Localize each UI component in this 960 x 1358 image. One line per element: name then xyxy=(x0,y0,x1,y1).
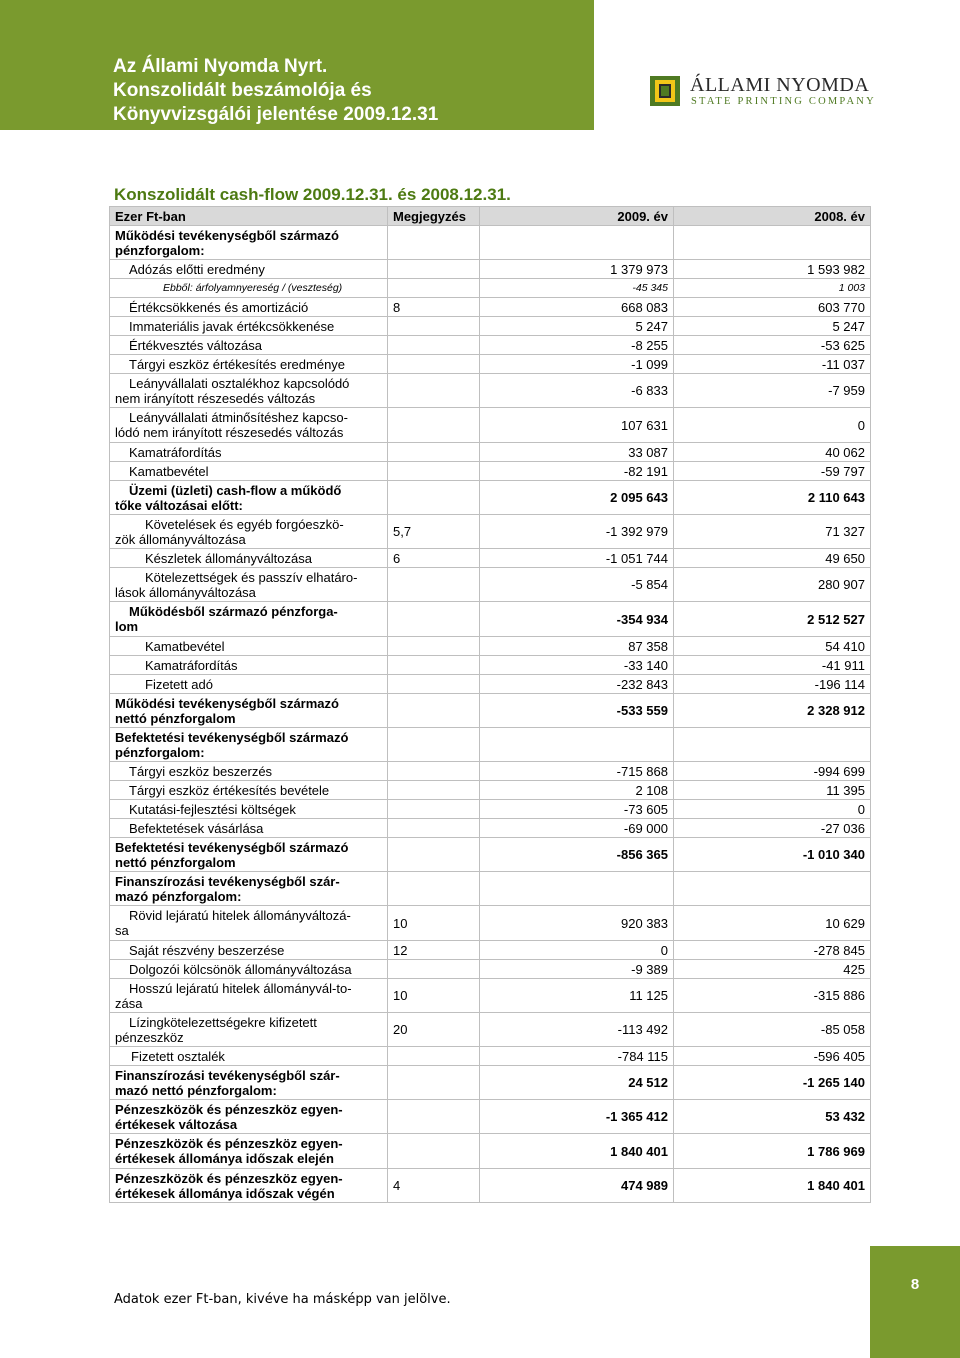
row-label xyxy=(110,872,388,906)
table-row xyxy=(110,1047,871,1066)
row-label-line-2: nem irányított részesedés változás xyxy=(115,390,316,406)
row-value-2008: -11 037 xyxy=(674,355,871,374)
row-value-2009: -354 934 xyxy=(480,602,674,637)
row-value-2008: -27 036 xyxy=(674,819,871,838)
row-label-line-1: Kamatbevétel xyxy=(145,638,225,654)
row-label xyxy=(110,1134,388,1169)
row-value-2008: -278 845 xyxy=(674,941,871,960)
row-label-line-1: Működési tevékenységből származó xyxy=(115,695,339,711)
row-value-2009: -1 099 xyxy=(480,355,674,374)
row-value-2009: -1 051 744 xyxy=(480,549,674,568)
row-label-line-1: Tárgyi eszköz értékesítés eredménye xyxy=(129,356,346,372)
row-note xyxy=(388,728,480,762)
row-label-line-1: Befektetések vásárlása xyxy=(129,820,264,836)
table-row xyxy=(110,336,871,355)
row-label-line-1: Fizetett osztalék xyxy=(131,1048,225,1064)
row-label-line-1: Kutatási-fejlesztési költségek xyxy=(129,801,296,817)
row-note xyxy=(388,443,480,462)
row-value-2008 xyxy=(674,728,871,762)
row-value-2009: -113 492 xyxy=(480,1013,674,1047)
footer-note: Adatok ezer Ft-ban, kivéve ha másképp van jelölve. xyxy=(114,1292,451,1307)
row-label-line-1: Pénzeszközök és pénzeszköz egyen- xyxy=(115,1136,343,1151)
row-note xyxy=(388,317,480,336)
header-2009: 2009. év xyxy=(480,207,674,226)
row-value-2008: 2 328 912 xyxy=(674,694,871,728)
row-note xyxy=(388,694,480,728)
row-value-2009: 668 083 xyxy=(480,298,674,317)
row-value-2009: -232 843 xyxy=(480,675,674,694)
row-label xyxy=(110,979,388,1013)
table-row xyxy=(110,549,871,568)
row-label-line-2: pénzforgalom: xyxy=(115,744,205,760)
table-row xyxy=(110,355,871,374)
row-value-2008: 49 650 xyxy=(674,549,871,568)
row-value-2008: 0 xyxy=(674,408,871,443)
table-row xyxy=(110,979,871,1013)
row-label xyxy=(110,1013,388,1047)
cash-flow-table xyxy=(109,206,871,1203)
row-note xyxy=(388,800,480,819)
row-value-2009: -715 868 xyxy=(480,762,674,781)
row-value-2008 xyxy=(674,872,871,906)
row-label-line-1: Lízingkötelezettségekre kifizetett xyxy=(129,1014,317,1030)
section-title: Konszolidált cash-flow 2009.12.31. és 2008.12.31. xyxy=(114,185,511,204)
row-note xyxy=(388,481,480,515)
row-label xyxy=(110,226,388,260)
row-label-line-2: zása xyxy=(115,995,143,1011)
row-note xyxy=(388,260,480,279)
table-row xyxy=(110,1100,871,1134)
row-label xyxy=(110,568,388,602)
row-label xyxy=(110,637,388,656)
row-label xyxy=(110,549,388,568)
row-note xyxy=(388,781,480,800)
row-note xyxy=(388,1047,480,1066)
row-note xyxy=(388,1100,480,1134)
row-note xyxy=(388,374,480,408)
row-value-2008: -1 265 140 xyxy=(674,1066,871,1100)
row-label-line-2: nettó pénzforgalom xyxy=(115,854,236,870)
row-note xyxy=(388,762,480,781)
table-row xyxy=(110,568,871,602)
row-label xyxy=(110,656,388,675)
table-row xyxy=(110,960,871,979)
table-row xyxy=(110,781,871,800)
row-note: 4 xyxy=(388,1169,480,1203)
table-row xyxy=(110,675,871,694)
row-value-2009 xyxy=(480,872,674,906)
header-note: Megjegyzés xyxy=(388,207,480,226)
row-note xyxy=(388,838,480,872)
row-label-line-1: Immateriális javak értékcsökkenése xyxy=(129,318,335,334)
row-value-2009: -1 365 412 xyxy=(480,1100,674,1134)
row-label-line-1: Dolgozói kölcsönök állományváltozása xyxy=(129,961,352,977)
row-label xyxy=(110,1169,388,1203)
table-row xyxy=(110,443,871,462)
row-value-2008: 280 907 xyxy=(674,568,871,602)
row-note xyxy=(388,336,480,355)
row-label xyxy=(110,781,388,800)
row-label-line-1: Kamatbevétel xyxy=(129,463,209,479)
row-label-line-1: Készletek állományváltozása xyxy=(145,550,312,566)
row-label xyxy=(110,336,388,355)
row-value-2009: 1 840 401 xyxy=(480,1134,674,1169)
document-title xyxy=(113,55,438,127)
row-note xyxy=(388,355,480,374)
row-note xyxy=(388,462,480,481)
row-note xyxy=(388,819,480,838)
table-row xyxy=(110,226,871,260)
row-note: 10 xyxy=(388,906,480,941)
row-label xyxy=(110,298,388,317)
row-value-2008: -41 911 xyxy=(674,656,871,675)
row-label-line-1: Fizetett adó xyxy=(145,676,213,692)
row-value-2008: 2 110 643 xyxy=(674,481,871,515)
row-label-line-2: pénzeszköz xyxy=(115,1029,184,1045)
row-value-2008: -85 058 xyxy=(674,1013,871,1047)
row-note: 10 xyxy=(388,979,480,1013)
table-row xyxy=(110,602,871,637)
row-value-2008: 1 003 xyxy=(674,279,871,298)
row-label xyxy=(110,1100,388,1134)
table-row xyxy=(110,1066,871,1100)
row-value-2009 xyxy=(480,226,674,260)
row-note xyxy=(388,960,480,979)
row-value-2009: -856 365 xyxy=(480,838,674,872)
row-label xyxy=(110,481,388,515)
row-note xyxy=(388,279,480,298)
row-value-2009: -6 833 xyxy=(480,374,674,408)
table-row xyxy=(110,279,871,298)
page-number-box xyxy=(870,1246,960,1358)
row-label xyxy=(110,694,388,728)
row-label-line-2: lások állományváltozása xyxy=(115,584,256,600)
table-row xyxy=(110,1169,871,1203)
row-value-2009: -33 140 xyxy=(480,656,674,675)
row-label-line-2: értékesek állománya időszak végén xyxy=(115,1185,335,1201)
row-value-2009: -1 392 979 xyxy=(480,515,674,549)
row-value-2008: 53 432 xyxy=(674,1100,871,1134)
row-value-2009: 5 247 xyxy=(480,317,674,336)
row-value-2008: 1 840 401 xyxy=(674,1169,871,1203)
row-label-line-1: Működésből származó pénzforga- xyxy=(129,604,338,619)
row-note xyxy=(388,226,480,260)
table-row xyxy=(110,408,871,443)
row-value-2009: -73 605 xyxy=(480,800,674,819)
row-label xyxy=(110,462,388,481)
row-note xyxy=(388,1066,480,1100)
row-label-line-1: Befektetési tevékenységből származó xyxy=(115,839,349,855)
table-row xyxy=(110,1013,871,1047)
table-row xyxy=(110,694,871,728)
row-value-2009: -82 191 xyxy=(480,462,674,481)
header-2008: 2008. év xyxy=(674,207,871,226)
row-label xyxy=(110,355,388,374)
header-band xyxy=(0,0,594,130)
row-label-line-2: lódó nem irányított részesedés változás xyxy=(115,425,344,440)
row-value-2008: 11 395 xyxy=(674,781,871,800)
row-label-line-1: Tárgyi eszköz értékesítés bevétele xyxy=(129,782,330,798)
row-label-line-2: pénzforgalom: xyxy=(115,242,205,258)
row-value-2008: 10 629 xyxy=(674,906,871,941)
table-row xyxy=(110,298,871,317)
row-note xyxy=(388,602,480,637)
row-value-2008 xyxy=(674,226,871,260)
document-title-line-1: Az Állami Nyomda Nyrt. xyxy=(113,56,328,77)
row-label xyxy=(110,800,388,819)
row-label-line-1: Értékvesztés változása xyxy=(129,337,262,353)
row-value-2008: 0 xyxy=(674,800,871,819)
row-label xyxy=(110,317,388,336)
row-value-2008: 1 593 982 xyxy=(674,260,871,279)
row-value-2008: 40 062 xyxy=(674,443,871,462)
document-title-line-3: Könyvvizsgálói jelentése 2009.12.31 xyxy=(113,104,439,125)
row-label-line-1: Értékcsökkenés és amortizáció xyxy=(129,299,309,315)
row-value-2008: 425 xyxy=(674,960,871,979)
page-number: 8 xyxy=(910,1276,920,1293)
row-value-2008: -59 797 xyxy=(674,462,871,481)
row-note xyxy=(388,675,480,694)
row-value-2008: 5 247 xyxy=(674,317,871,336)
table-row xyxy=(110,819,871,838)
logo-company-subtitle: STATE PRINTING COMPANY xyxy=(691,96,876,107)
row-label-line-1: Kamatráfordítás xyxy=(145,657,238,673)
row-label xyxy=(110,838,388,872)
row-value-2009: -5 854 xyxy=(480,568,674,602)
logo-mark-icon xyxy=(650,76,680,106)
row-label-line-2: sa xyxy=(115,923,129,938)
row-value-2009: -784 115 xyxy=(480,1047,674,1066)
row-note: 5,7 xyxy=(388,515,480,549)
row-value-2008: 603 770 xyxy=(674,298,871,317)
row-label-line-2: értékesek változása xyxy=(115,1116,238,1132)
row-note: 12 xyxy=(388,941,480,960)
row-label-line-1: Tárgyi eszköz beszerzés xyxy=(129,763,273,779)
table-row xyxy=(110,872,871,906)
row-note: 20 xyxy=(388,1013,480,1047)
document-title-line-2: Konszolidált beszámolója és xyxy=(113,80,372,101)
row-label xyxy=(110,941,388,960)
table-row xyxy=(110,728,871,762)
row-value-2009: 33 087 xyxy=(480,443,674,462)
row-value-2009: 24 512 xyxy=(480,1066,674,1100)
row-label xyxy=(110,515,388,549)
header-label: Ezer Ft-ban xyxy=(110,207,388,226)
row-label xyxy=(110,906,388,941)
row-label-line-1: Követelések és egyéb forgóeszkö- xyxy=(145,516,344,532)
table-row xyxy=(110,317,871,336)
row-note xyxy=(388,656,480,675)
row-label-line-1: Hosszú lejáratú hitelek állományvál-to- xyxy=(129,980,352,996)
row-label xyxy=(110,602,388,637)
row-value-2009: 920 383 xyxy=(480,906,674,941)
row-label-line-2: mazó nettó pénzforgalom: xyxy=(115,1082,277,1098)
row-note xyxy=(388,1134,480,1169)
logo-company-name: ÁLLAMI NYOMDA xyxy=(690,74,870,96)
row-value-2008: -1 010 340 xyxy=(674,838,871,872)
row-label-line-1: Működési tevékenységből származó xyxy=(115,227,339,243)
table-row xyxy=(110,656,871,675)
row-value-2009 xyxy=(480,728,674,762)
row-note: 8 xyxy=(388,298,480,317)
row-label-line-2: lom xyxy=(115,619,139,634)
row-label-line-1: Pénzeszközök és pénzeszköz egyen- xyxy=(115,1170,343,1186)
row-value-2008: -994 699 xyxy=(674,762,871,781)
table-row xyxy=(110,800,871,819)
row-label xyxy=(110,1066,388,1100)
row-label-line-2: tőke változásai előtt: xyxy=(115,497,243,513)
row-label xyxy=(110,819,388,838)
table-header-row xyxy=(110,207,871,226)
row-value-2009: 474 989 xyxy=(480,1169,674,1203)
table-row xyxy=(110,637,871,656)
table-row xyxy=(110,838,871,872)
row-value-2008: -315 886 xyxy=(674,979,871,1013)
row-label xyxy=(110,675,388,694)
row-value-2009: 1 379 973 xyxy=(480,260,674,279)
row-value-2008: 1 786 969 xyxy=(674,1134,871,1169)
table-row xyxy=(110,462,871,481)
row-label-line-1: Finanszírozási tevékenységből szár- xyxy=(115,873,340,889)
row-label xyxy=(110,728,388,762)
company-logo xyxy=(650,74,876,110)
row-label-line-1: Üzemi (üzleti) cash-flow a működő xyxy=(129,482,342,498)
row-value-2009: 87 358 xyxy=(480,637,674,656)
table-row xyxy=(110,481,871,515)
table-row xyxy=(110,941,871,960)
row-label-line-1: Kötelezettségek és passzív elhatáro- xyxy=(145,569,358,585)
row-note: 6 xyxy=(388,549,480,568)
row-value-2009: -9 389 xyxy=(480,960,674,979)
row-label-line-1: Saját részvény beszerzése xyxy=(129,942,285,958)
row-value-2009: 0 xyxy=(480,941,674,960)
row-value-2009: -69 000 xyxy=(480,819,674,838)
row-label-line-1: Finanszírozási tevékenységből szár- xyxy=(115,1067,340,1083)
row-label xyxy=(110,762,388,781)
table-row xyxy=(110,906,871,941)
row-value-2009: -45 345 xyxy=(480,279,674,298)
row-label-line-1: Befektetési tevékenységből származó xyxy=(115,729,349,745)
row-note xyxy=(388,872,480,906)
table-row xyxy=(110,1134,871,1169)
row-label-line-1: Kamatráfordítás xyxy=(129,444,222,460)
row-value-2009: 11 125 xyxy=(480,979,674,1013)
row-note xyxy=(388,637,480,656)
row-value-2008: -196 114 xyxy=(674,675,871,694)
table-row xyxy=(110,260,871,279)
row-label-line-1: Ebből: árfolyamnyereség / (veszteség) xyxy=(163,281,343,294)
row-label-line-1: Leányvállalati osztalékhoz kapcsolódó xyxy=(129,375,350,391)
row-value-2008: -53 625 xyxy=(674,336,871,355)
row-label-line-1: Leányvállalati átminősítéshez kapcso- xyxy=(129,410,348,425)
row-value-2008: -7 959 xyxy=(674,374,871,408)
row-value-2008: 71 327 xyxy=(674,515,871,549)
row-label xyxy=(110,443,388,462)
row-value-2009: 2 108 xyxy=(480,781,674,800)
row-note xyxy=(388,408,480,443)
row-value-2008: -596 405 xyxy=(674,1047,871,1066)
row-label-line-2: mazó pénzforgalom: xyxy=(115,888,242,904)
row-label-line-2: zök állományváltozása xyxy=(115,531,246,547)
row-label xyxy=(110,960,388,979)
row-label xyxy=(110,408,388,443)
row-label-line-1: Rövid lejáratú hitelek állományváltozá- xyxy=(129,908,351,923)
row-label-line-1: Pénzeszközök és pénzeszköz egyen- xyxy=(115,1101,343,1117)
row-value-2009: 2 095 643 xyxy=(480,481,674,515)
row-value-2009: 107 631 xyxy=(480,408,674,443)
row-value-2009: -533 559 xyxy=(480,694,674,728)
row-label xyxy=(110,1047,388,1066)
table-row xyxy=(110,762,871,781)
row-label-line-1: Adózás előtti eredmény xyxy=(129,261,265,277)
row-value-2009: -8 255 xyxy=(480,336,674,355)
row-value-2008: 2 512 527 xyxy=(674,602,871,637)
row-label-line-2: nettó pénzforgalom xyxy=(115,710,236,726)
row-label-line-2: értékesek állománya időszak elején xyxy=(115,1151,334,1166)
table-row xyxy=(110,515,871,549)
row-label xyxy=(110,374,388,408)
row-label xyxy=(110,279,388,298)
row-note xyxy=(388,568,480,602)
row-label xyxy=(110,260,388,279)
row-value-2008: 54 410 xyxy=(674,637,871,656)
table-row xyxy=(110,374,871,408)
